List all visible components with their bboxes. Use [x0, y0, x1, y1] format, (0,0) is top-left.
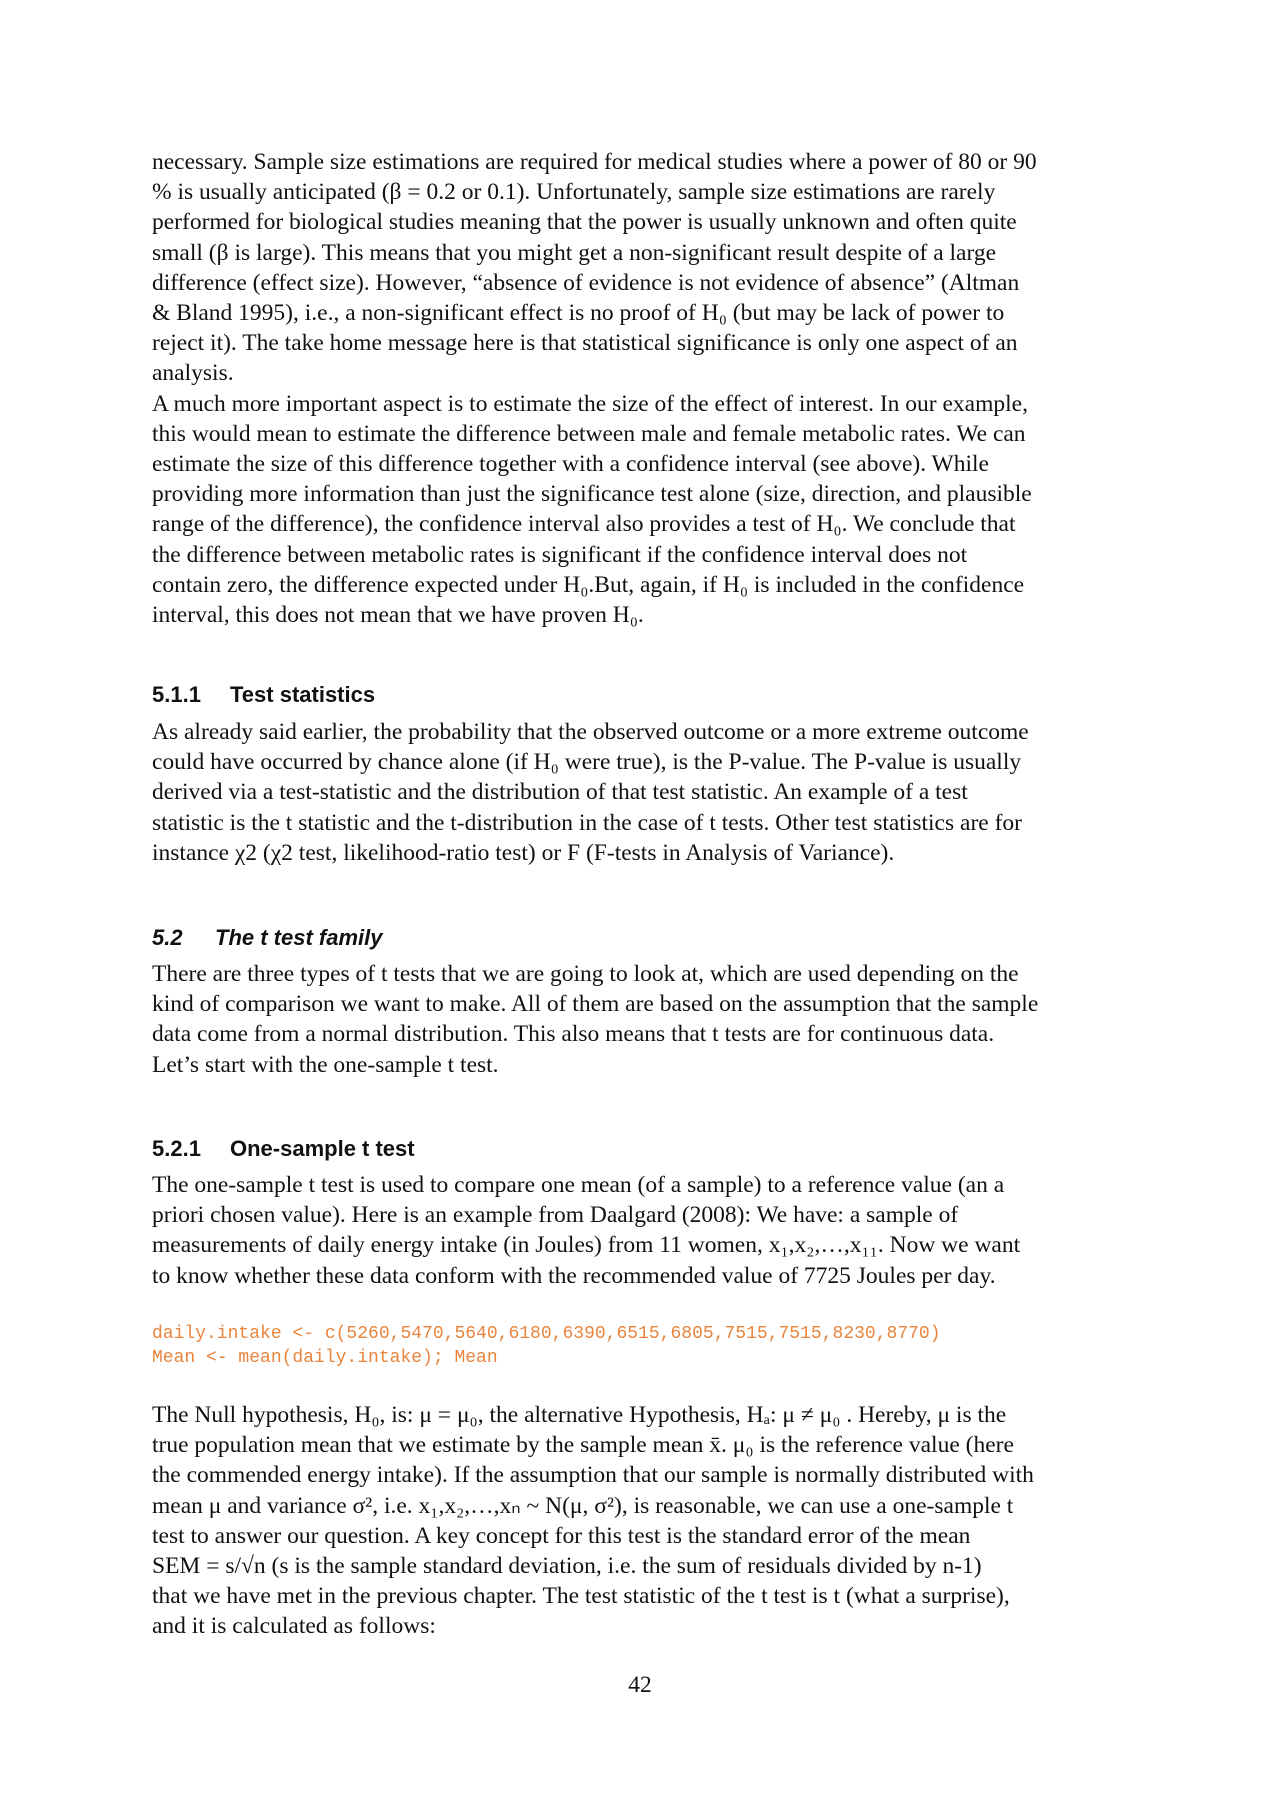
text-line: priori chosen value). Here is an example from Daalgard (2008): We have: a sample of — [152, 1202, 959, 1229]
paragraph-power — [152, 147, 1152, 630]
text-line: data come from a normal distribution. This also means that t tests are for continuous data. — [152, 1021, 995, 1048]
text-line: SEM = s/√n (s is the sample standard deviation, i.e. the sum of residuals divided by n-1) — [152, 1553, 982, 1580]
text-line: true population mean that we estimate by the sample mean x̄. μ₀ is the reference value (here — [152, 1432, 1014, 1459]
text-line: test to answer our question. A key concept for this test is the standard error of the mean — [152, 1522, 971, 1549]
text-line: this would mean to estimate the difference between male and female metabolic rates. We can — [152, 420, 1026, 447]
section-title: The t test family — [215, 925, 383, 950]
heading-one-sample-t-test — [152, 1135, 1152, 1163]
text-line: and it is calculated as follows: — [152, 1613, 436, 1640]
text-line: statistic is the t statistic and the t-distribution in the case of t tests. Other test statistics are for — [152, 809, 1022, 836]
text-line: There are three types of t tests that we are going to look at, which are used depending on the — [152, 961, 1019, 987]
paragraph-t-test-family — [152, 959, 1152, 1080]
text-line: contain zero, the difference expected under H₀.But, again, if H₀ is included in the confidence — [152, 571, 1025, 598]
section-number: 5.2.1 — [152, 1136, 201, 1161]
text-line: the difference between metabolic rates is significant if the confidence interval does not — [152, 541, 968, 568]
section-title: Test statistics — [230, 682, 376, 707]
text-line: to know whether these data conform with the recommended value of 7725 Joules per day. — [152, 1262, 996, 1289]
text-line: mean μ and variance σ², i.e. x₁,x₂,…,xₙ ~ N(μ, σ²), is reasonable, we can use a one-sample t — [152, 1492, 1014, 1519]
code-line: daily.intake <- c(5260,5470,5640,6180,6390,6515,6805,7515,7515,8230,8770) — [152, 1324, 941, 1344]
text-line: Let’s start with the one-sample t test. — [152, 1051, 499, 1078]
text-line: As already said earlier, the probability that the observed outcome or a more extreme outcome — [152, 719, 1029, 745]
text-line: necessary. Sample size estimations are required for medical studies where a power of 80 or 90 — [152, 149, 1037, 175]
heading-t-test-family — [152, 924, 1152, 952]
heading-test-statistics — [152, 681, 1152, 709]
text-line: performed for biological studies meaning that the power is usually unknown and often quite — [152, 209, 1017, 236]
text-line: The Null hypothesis, H₀, is: μ = μ₀, the alternative Hypothesis, Hₐ: μ ≠ μ₀ . Hereby, μ is the — [152, 1402, 1007, 1428]
text-line: estimate the size of this difference together with a confidence interval (see above). While — [152, 451, 989, 478]
text-line: derived via a test-statistic and the distribution of that test statistic. An example of a test — [152, 779, 968, 806]
section-title: One-sample t test — [230, 1136, 415, 1161]
text-line: reject it). The take home message here is that statistical significance is only one aspect of an — [152, 330, 1018, 357]
text-line: The one-sample t test is used to compare one mean (of a sample) to a reference value (an a — [152, 1172, 1005, 1198]
text-line: interval, this does not mean that we have proven H₀. — [152, 602, 644, 629]
text-line: analysis. — [152, 360, 234, 387]
code-line: Mean <- mean(daily.intake); Mean — [152, 1348, 498, 1368]
page-number: 42 — [628, 1672, 652, 1698]
text-line: & Bland 1995), i.e., a non-significant effect is no proof of H₀ (but may be lack of power to — [152, 300, 1005, 327]
text-line: kind of comparison we want to make. All of them are based on the assumption that the sample — [152, 991, 1039, 1018]
paragraph-null-hypothesis — [152, 1400, 1152, 1642]
text-line: A much more important aspect is to estimate the size of the effect of interest. In our example, — [152, 390, 1028, 417]
section-number: 5.2 — [152, 925, 183, 950]
paragraph-test-statistics — [152, 717, 1152, 868]
text-line: could have occurred by chance alone (if H₀ were true), is the P-value. The P-value is usually — [152, 749, 1022, 776]
text-line: providing more information than just the significance test alone (size, direction, and plausible — [152, 481, 1032, 508]
paragraph-one-sample-intro — [152, 1170, 1152, 1291]
text-line: difference (effect size). However, “absence of evidence is not evidence of absence” (Altman — [152, 269, 1020, 296]
text-line: range of the difference), the confidence interval also provides a test of H₀. We conclude that — [152, 511, 1016, 538]
text-line: measurements of daily energy intake (in Joules) from 11 women, x₁,x₂,…,x₁₁. Now we want — [152, 1232, 1021, 1259]
text-line: % is usually anticipated (β = 0.2 or 0.1). Unfortunately, sample size estimations are rarely — [152, 179, 996, 206]
text-line: instance χ2 (χ2 test, likelihood-ratio test) or F (F-tests in Analysis of Variance). — [152, 839, 895, 866]
text-line: the commended energy intake). If the assumption that our sample is normally distributed with — [152, 1462, 1034, 1489]
code-block — [152, 1322, 1152, 1370]
text-line: small (β is large). This means that you might get a non-significant result despite of a large — [152, 239, 997, 266]
section-number: 5.1.1 — [152, 682, 201, 707]
text-line: that we have met in the previous chapter. The test statistic of the t test is t (what a surprise), — [152, 1583, 1010, 1610]
